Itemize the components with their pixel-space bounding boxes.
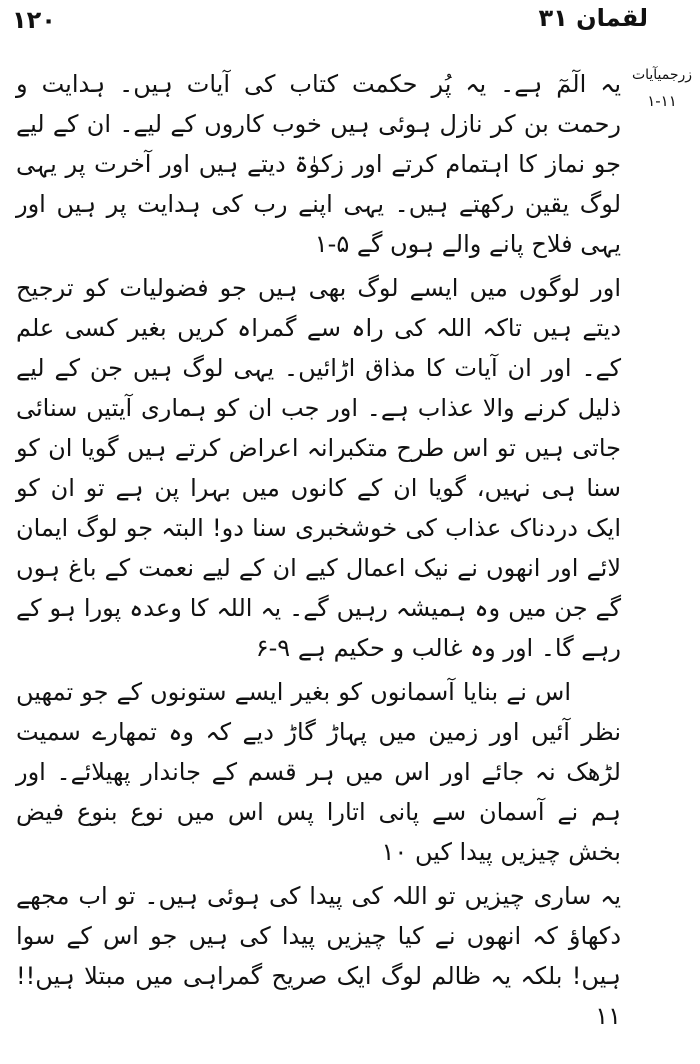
surah-title: لقمان ۳۱ [538,4,648,32]
margin-note-range: ۱-۱۱ [647,92,677,110]
margin-note-label: زرجمیآیات [631,67,693,83]
verse-reference: ۱-۵ [314,230,350,258]
page-number: ۱۲۰ [12,6,56,34]
verse-reference: ۱۱ [595,1002,621,1030]
paragraph-text: یہ ساری چیزیں تو اللہ کی پیدا کی ہوئی ہیں۔ تو اب مجھے دکھاؤ کہ انھوں نے کیا چیزیں پیدا کی ہیں جو اس کے سوا ہیں! بلکہ یہ ظالم لوگ ایک صریح گمراہی میں مبتلا ہیں!! [16,882,621,990]
paragraph [16,672,621,872]
paragraph-text: اور لوگوں میں ایسے لوگ بھی ہیں جو فضولیات کو ترجیح دیتے ہیں تاکہ اللہ کی راہ سے گمراہ کریں بغیر کسی علم کے۔ اور ان آیات کا مذاق اڑائیں۔ یہی لوگ ہیں جن کے لیے ذلیل کرنے والا عذاب ہے۔ اور جب ان کو ہماری آیتیں سنائی جاتی ہیں تو اس طرح متکبرانہ اعراض کرتے ہیں گویا ان کو سنا ہی نہیں، گویا ان کے کانوں میں بہرا پن ہے تو ان کو ایک دردناک عذاب کی خوشخبری سنا دو! البتہ جو لوگ ایمان لائے اور انھوں نے نیک اعمال کیے ان کے لیے نعمت کے باغ ہوں گے جن میں وہ ہمیشہ رہیں گے۔ یہ اللہ کا وعدہ پورا ہو کے رہے گا۔ اور وہ غالب و حکیم ہے [16,274,621,662]
paragraph [16,876,621,1036]
verse-reference: ۶-۹ [255,634,291,662]
paragraph-text: اس نے بنایا آسمانوں کو بغیر ایسے ستونوں کے جو تمھیں نظر آئیں اور زمین میں پہاڑ گاڑ دیے کہ وہ تمھارے سمیت لڑھک نہ جائے اور اس میں ہر قسم کے جاندار پھیلائے۔ اور ہم نے آسمان سے پانی اتارا پس اس میں نوع بنوع فیض بخش چیزیں پیدا کیں [16,678,621,866]
body-text [16,64,621,1036]
paragraph-text: یہ الٓمٓ ہے۔ یہ پُر حکمت کتاب کی آیات ہیں۔ ہدایت و رحمت بن کر نازل ہوئی ہیں خوب کاروں کے لیے۔ ان کے لیے جو نماز کا اہتمام کرتے اور زکوٰۃ دیتے ہیں اور آخرت پر یہی لوگ یقین رکھتے ہیں۔ یہی اپنے رب کی ہدایت پر ہیں اور یہی فلاح پانے والے ہوں گے [16,70,621,258]
paragraph [16,64,621,264]
paragraph [16,268,621,668]
verse-reference: ۱۰ [381,838,408,866]
margin-note [626,66,698,110]
